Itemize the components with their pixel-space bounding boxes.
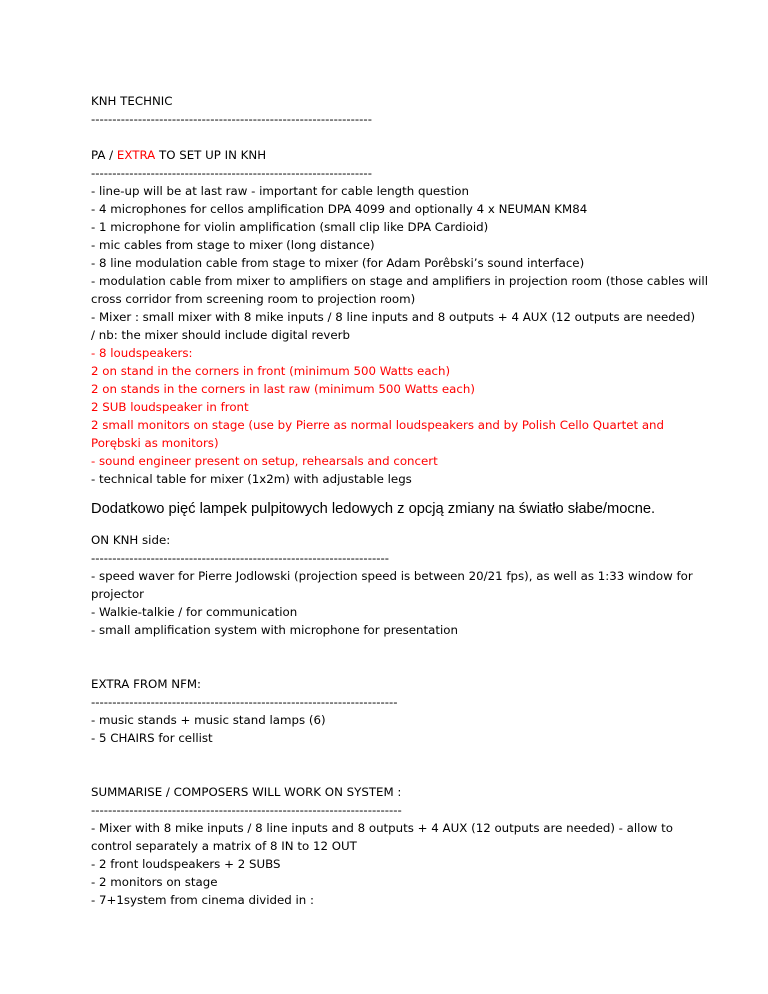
list-item: - 2 monitors on stage — [91, 875, 218, 889]
heading-text: PA / — [91, 148, 117, 162]
list-item: - speed waver for Pierre Jodlowski (projection speed is between 20/21 fps), as well as 1:33 window for projector — [91, 569, 693, 601]
polish-note: Dodatkowo pięć lampek pulpitowych ledowych z opcją zmiany na światło słabe/mocne. — [91, 501, 656, 517]
list-item: - 8 line modulation cable from stage to mixer (for Adam Porêbski’s sound interface) — [91, 256, 585, 270]
list-item: - 5 CHAIRS for cellist — [91, 731, 213, 745]
divider: ------------------------------------------------------------------------ — [91, 695, 398, 709]
heading-text: TO SET UP IN KNH — [155, 148, 267, 162]
divider: ------------------------------------------------------------------ — [91, 166, 372, 180]
list-item-highlighted: 2 on stand in the corners in front (minimum 500 Watts each) — [91, 364, 451, 378]
list-item-highlighted: 2 on stands in the corners in last raw (minimum 500 Watts each) — [91, 382, 475, 396]
list-item-highlighted: 2 small monitors on stage (use by Pierre as normal loudspeakers and by Polish Cello Quartet and Porębski as monitors) — [91, 418, 665, 450]
list-item-highlighted: - sound engineer present on setup, rehearsals and concert — [91, 454, 438, 468]
list-item: - line-up will be at last raw - important for cable length question — [91, 184, 469, 198]
divider: ---------------------------------------------------------------------- — [91, 551, 389, 565]
list-item: - music stands + music stand lamps (6) — [91, 713, 326, 727]
list-item: - 7+1system from cinema divided in : — [91, 893, 314, 907]
section-heading-knh: ON KNH side: — [91, 533, 171, 547]
document-title: KNH TECHNIC — [91, 94, 173, 108]
divider: ------------------------------------------------------------------------- — [91, 803, 402, 817]
section-heading-summary: SUMMARISE / COMPOSERS WILL WORK ON SYSTEM : — [91, 785, 402, 799]
list-item: / nb: the mixer should include digital reverb — [91, 328, 350, 342]
list-item: - mic cables from stage to mixer (long distance) — [91, 238, 375, 252]
list-item: - 4 microphones for cellos amplification DPA 4099 and optionally 4 x NEUMAN KM84 — [91, 202, 588, 216]
list-item: - 1 microphone for violin amplification (small clip like DPA Cardioid) — [91, 220, 489, 234]
list-item: - small amplification system with microphone for presentation — [91, 623, 458, 637]
divider: ------------------------------------------------------------------ — [91, 112, 372, 126]
section-heading-pa — [91, 146, 711, 164]
list-item: - modulation cable from mixer to amplifiers on stage and amplifiers in projection room (those cables will cross corridor from screening room to projection room) — [91, 274, 708, 306]
list-item: - technical table for mixer (1x2m) with adjustable legs — [91, 472, 412, 486]
section-heading-nfm: EXTRA FROM NFM: — [91, 677, 202, 691]
document-body — [91, 92, 711, 909]
list-item: - Mixer : small mixer with 8 mike inputs / 8 line inputs and 8 outputs + 4 AUX (12 outputs are needed) — [91, 310, 696, 324]
list-item: - Walkie-talkie / for communication — [91, 605, 298, 619]
list-item-highlighted: 2 SUB loudspeaker in front — [91, 400, 249, 414]
heading-accent: EXTRA — [116, 148, 156, 162]
list-item: - Mixer with 8 mike inputs / 8 line inputs and 8 outputs + 4 AUX (12 outputs are needed) - allow to control separately a matrix of 8 IN to 12 OUT — [91, 821, 673, 853]
list-item: - 2 front loudspeakers + 2 SUBS — [91, 857, 281, 871]
list-item-highlighted: - 8 loudspeakers: — [91, 346, 193, 360]
